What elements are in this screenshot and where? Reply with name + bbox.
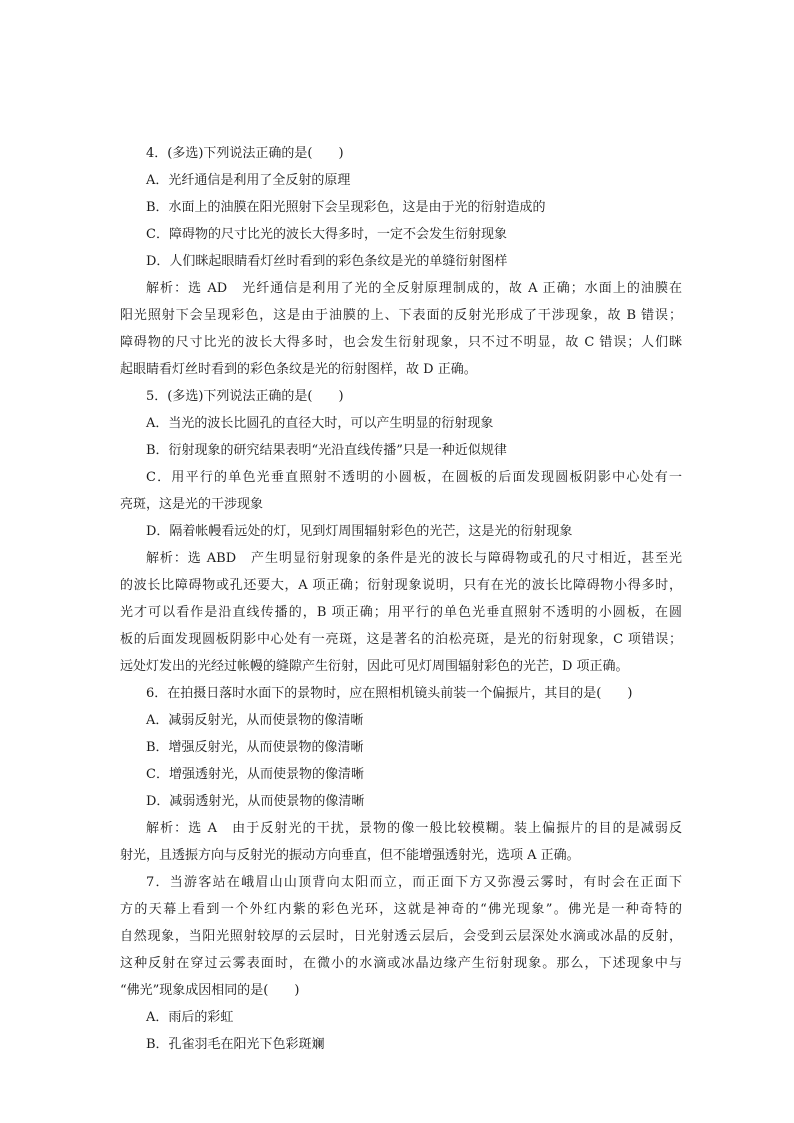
question-4-option-b: B．水面上的油膜在阳光照射下会呈现彩色，这是由于光的衍射造成的	[146, 200, 546, 215]
question-6-option-b: B．增强反射光，从而使景物的像清晰	[146, 740, 364, 755]
question-5-option-b: B．衍射现象的研究结果表明“光沿直线传播”只是一种近似规律	[146, 443, 507, 458]
question-6-option-c: C．增强透射光，从而使景物的像清晰	[146, 767, 364, 782]
question-6	[120, 680, 682, 869]
question-7	[120, 869, 682, 1058]
question-5-analysis-line: 板的后面发现圆板阴影中心处有一亮斑，这是著名的泊松亮斑，是光的衍射现象，C 项错误；	[120, 632, 682, 647]
question-4-stem: 4．(多选)下列说法正确的是( )	[146, 146, 344, 161]
question-7-option-b: B．孔雀羽毛在阳光下色彩斑斓	[146, 1037, 325, 1052]
question-6-analysis-line: 射光，且透振方向与反射光的振动方向垂直，但不能增强透射光，选项 A 正确。	[120, 848, 580, 863]
question-4-option-d: D．人们眯起眼睛看灯丝时看到的彩色条纹是光的单缝衍射图样	[146, 254, 508, 269]
question-5-option-c: C．用平行的单色光垂直照射不透明的小圆板，在圆板的后面发现圆板阴影中心处有一	[146, 470, 682, 485]
question-6-stem: 6．在拍摄日落时水面下的景物时，应在照相机镜头前装一个偏振片，其目的是( )	[146, 686, 633, 701]
question-5	[120, 383, 682, 680]
question-4-analysis-line: 起眼睛看灯丝时看到的彩色条纹是光的衍射图样，故 D 正确。	[120, 362, 477, 377]
question-7-stem-line: 自然现象，当阳光照射较厚的云层时，日光射透云层后，会受到云层深处水滴或冰晶的反射，	[120, 929, 682, 944]
question-7-stem-line: 这种反射在穿过云雾表面时，在微小的水滴或冰晶边缘产生衍射现象。那么，下述现象中与	[120, 956, 682, 971]
question-4-analysis-line: 阳光照射下会呈现彩色，这是由于油膜的上、下表面的反射光形成了干涉现象，故 B 错误；	[120, 308, 682, 323]
question-4	[120, 140, 682, 383]
question-6-option-a: A．减弱反射光，从而使景物的像清晰	[146, 713, 364, 728]
question-4-option-a: A．光纤通信是利用了全反射的原理	[146, 173, 351, 188]
question-5-analysis-line: 远处灯发出的光经过帐幔的缝隙产生衍射，因此可见灯周围辐射彩色的光芒，D 项正确。	[120, 659, 629, 674]
question-4-analysis-line: 解析：选 AD 光纤通信是利用了光的全反射原理制成的，故 A 正确；水面上的油膜在	[146, 281, 682, 296]
question-5-stem: 5．(多选)下列说法正确的是( )	[146, 389, 344, 404]
document-page	[120, 140, 682, 1058]
question-7-stem-line: “佛光”现象成因相同的是( )	[120, 983, 300, 998]
question-5-analysis-line: 的波长比障碍物或孔还要大，A 项正确；衍射现象说明，只有在光的波长比障碍物小得多时，	[120, 578, 682, 593]
question-5-option-c-cont: 亮斑，这是光的干涉现象	[120, 497, 264, 512]
question-6-analysis-line: 解析：选 A 由于反射光的干扰，景物的像一般比较模糊。装上偏振片的目的是减弱反	[146, 821, 682, 836]
question-5-option-d: D．隔着帐幔看远处的灯，见到灯周围辐射彩色的光芒，这是光的衍射现象	[146, 524, 573, 539]
question-5-analysis-line: 光才可以看作是沿直线传播的，B 项正确；用平行的单色光垂直照射不透明的小圆板，在圆	[120, 605, 682, 620]
question-7-stem-line: 方的天幕上看到一个外红内紫的彩色光环，这就是神奇的“佛光现象”。佛光是一种奇特的	[120, 902, 682, 917]
question-5-analysis-line: 解析：选 ABD 产生明显衍射现象的条件是光的波长与障碍物或孔的尺寸相近，甚至光	[146, 551, 682, 566]
question-4-option-c: C．障碍物的尺寸比光的波长大得多时，一定不会发生衍射现象	[146, 227, 507, 242]
question-7-option-a: A．雨后的彩虹	[146, 1010, 234, 1025]
question-5-option-a: A．当光的波长比圆孔的直径大时，可以产生明显的衍射现象	[146, 416, 494, 431]
question-7-stem-line: 7．当游客站在峨眉山山顶背向太阳而立，而正面下方又弥漫云雾时，有时会在正面下	[146, 875, 682, 890]
question-4-analysis-line: 障碍物的尺寸比光的波长大得多时，也会发生衍射现象，只不过不明显，故 C 错误；人们眯	[120, 335, 682, 350]
question-6-option-d: D．减弱透射光，从而使景物的像清晰	[146, 794, 365, 809]
